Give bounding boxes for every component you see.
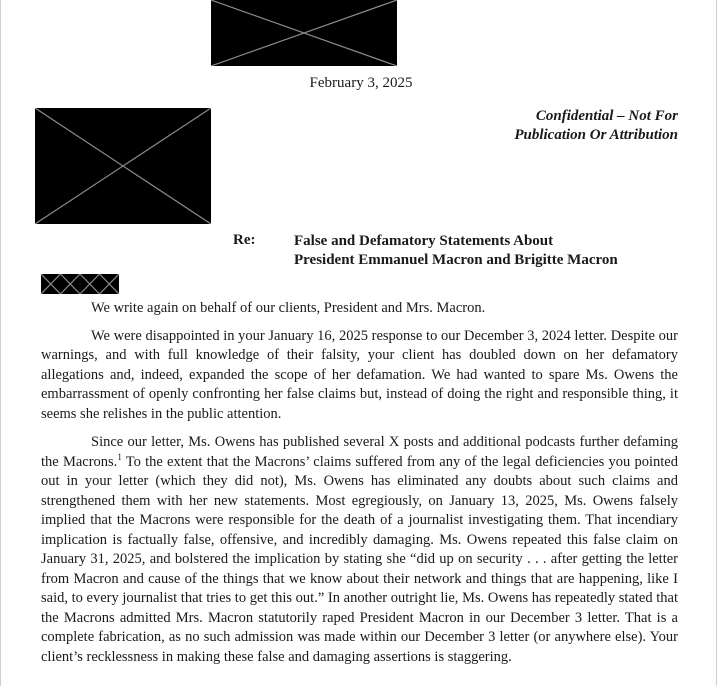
letter-date: February 3, 2025: [309, 75, 413, 91]
confidential-line-2: Publication Or Attribution: [514, 127, 678, 143]
re-subject-line-1: False and Defamatory Statements About: [294, 233, 554, 249]
confidential-line-1: Confidential – Not For: [535, 108, 678, 124]
paragraph-3-start: Since our letter, Ms. Owens has published several X posts and additional podcasts further defaming the Macrons.: [41, 434, 678, 470]
letter-body: [41, 299, 678, 676]
re-label: Re:: [233, 232, 256, 248]
redacted-salutation: [41, 274, 119, 294]
paragraph-1: We write again on behalf of our clients, President and Mrs. Macron.: [91, 300, 486, 316]
confidential-notice: [418, 107, 678, 145]
redacted-letterhead: [211, 0, 397, 66]
re-subject-line-2: President Emmanuel Macron and Brigitte Macron: [294, 252, 618, 268]
redacted-recipient-address: [35, 108, 211, 224]
paragraph-2: We were disappointed in your January 16, 2025 response to our December 3, 2024 letter. Despite our warnings, and with full knowledge of their falsity, your client has doubled down on her defamatory allegations and, indeed, expanded the scope of her defamation. We had wanted to spare Ms. Owens the embarrassment of openly confronting her false claims but, instead of doing the right and responsible thing, it seems she relishes in the public attention.: [41, 327, 678, 422]
footnote-reference[interactable]: 1: [117, 451, 122, 462]
re-subject: [294, 232, 618, 270]
paragraph-3: [41, 433, 678, 667]
paragraph-3-rest: To the extent that the Macrons’ claims suffered from any of the legal deficiencies you pointed out in your letter (which they did not), Ms. Owens has eliminated any doubts about such claims and strengthened them with her new statements. Most egregiously, on January 13, 2025, Ms. Owens falsely implied that the Macrons were responsible for the death of a journalist investigating them. That incendiary implication is factually false, offensive, and incredibly damaging. Ms. Owens repeated this false claim on January 31, 2025, and bolstered the implication by stating she “did up on security . . . after getting the letter from Macron and cause of the things that we know about their network and things that are happening, like I said, to every journalist that tries to get this out.” In another outright lie, Ms. Owens has repeatedly stated that the Macrons admitted Mrs. Macron statutorily raped President Macron in our December 3 letter. That is a complete fabrication, as no such admission was made within our December 3 letter (or anywhere else). Your client’s recklessness in making these false and damaging assertions is staggering.: [41, 453, 678, 665]
